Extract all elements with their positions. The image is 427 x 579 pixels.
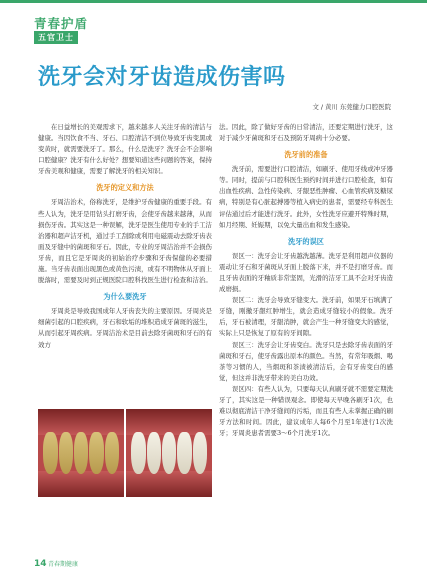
article-title: 洗牙会对牙齿造成伤害吗: [38, 65, 286, 90]
myth-4: 误区四：有些人认为，只要每天认真刷牙就不需要定期洗牙了，其实这是一种错误观念。即使每天早晚各刷牙1次，也难以彻底清洁干净牙缝间的污垢，而且有些人未掌握正确的刷牙方法和时间。因此，建议成年人每6个月至1年进行1次洗牙；牙周炎患者需要3～6个月洗牙1次。: [219, 384, 393, 438]
why-paragraph: 牙周炎是导致我国成年人牙齿丧失的主要原因。牙周炎是细菌引起的口腔疾病，牙石和软垢的堆积造成牙菌斑的滋生，从而引起牙周疾病。牙周洁治术是目前去除牙菌斑和牙石的有效方: [38, 307, 212, 349]
intro-paragraph: 在日益增长的美观需求下，越来越多人关注牙齿的清洁与健康。当因饮食不当、牙石、口腔清洁不到位导致牙齿变黑或变黄时，就需要洗牙了。那么，什么是洗牙？洗牙会不会影响口腔健康？洗牙有什么好处？想要知道这些问题的答案，保持牙齿美观和健康，需要了解洗牙的相关知识。: [38, 123, 212, 176]
definition-paragraph: 牙周洁治术，俗称洗牙，是维护牙齿健康的重要手段。有些人认为，洗牙是用钻头打磨牙齿，会使牙齿越来越薄，从而损伤牙齿。其实这是一种误解，洗牙是医生使用专业的手工洁治器和超声洁牙机，通过手工刮除或利用电磁震动去除牙齿表面及牙缝中的菌斑和牙石。因此，专业的牙周洁治并不会损伤牙齿，而且它是牙周炎的初始治疗步骤和牙齿保健的必要措施。当牙齿表面出现黑色或黄色污渍，或有不明物体从牙面上脱落时，需要及时到正规医院口腔科找医生进行检查和洁治。: [38, 198, 212, 285]
byline: 文 / 黄川 东莞健力口腔医院: [312, 103, 391, 111]
top-rule: [0, 0, 427, 3]
section-heading-why: 为什么要洗牙: [103, 292, 147, 302]
section-heading-preparation: 洗牙前的准备: [284, 150, 328, 160]
after-teeth-photo: [126, 409, 212, 497]
subcolumn-label: 五官卫士: [34, 31, 78, 44]
continued-paragraph: 法。因此，除了做好牙齿的日常清洁，还要定期进行洗牙，这对于减少牙菌斑和牙石及预防牙周病十分必要。: [219, 123, 393, 143]
before-teeth-photo: [38, 409, 124, 497]
section-heading-definition: 洗牙的定义和方法: [96, 183, 154, 193]
magazine-name: 青春期健康: [48, 561, 79, 568]
myth-1: 误区一：洗牙会让牙齿越洗越薄。洗牙是利用超声仪器的震动让牙石和牙菌斑从牙面上脱落下来，并不是打磨牙齿。而且牙齿表面的牙釉质非常坚固，光滑的洁牙工具不会对牙齿造成磨损。: [219, 251, 393, 294]
myth-2: 误区二：洗牙会导致牙缝变大。洗牙前，如果牙石填满了牙缝，刚撤牙龈红肿增生，就会造成牙缝较小的假象。洗牙后，牙石被清理，牙龈消肿，就会产生一种牙缝变大的感觉，实际上只是恢复了原有的牙间隙。: [219, 296, 393, 338]
page-number: 14: [34, 559, 47, 569]
left-column: [38, 122, 212, 351]
right-column: [219, 122, 393, 439]
teeth-photos: [38, 409, 212, 497]
myth-3: 误区三：洗牙会让牙齿变白。洗牙只是去除牙齿表面的牙菌斑和牙石，使牙齿露出原本的颜色。当然，有常年吸烟、喝茶等习惯的人，当烟斑和茶渍被清洁后，会有牙齿变白的感觉，但这并非洗牙带来的美白功效。: [219, 340, 393, 382]
preparation-paragraph: 洗牙前，需要进行口腔清洁，如刷牙、使用牙线或冲牙器等。同时，提前与口腔科医生预约时间并进行口腔检查，如有出血性疾病、急性传染病、牙龈恶性肿瘤、心血管疾病及糖尿病，特别是有心脏起搏器等植入病史的患者，需要经专科医生评估通过后才能进行洗牙。此外，女性洗牙应避开特殊时期，如月经期、妊娠期，以免大量出血和发生感染。: [219, 165, 393, 229]
section-heading-myths: 洗牙的误区: [288, 236, 324, 246]
column-title: 青春护盾: [34, 16, 89, 31]
